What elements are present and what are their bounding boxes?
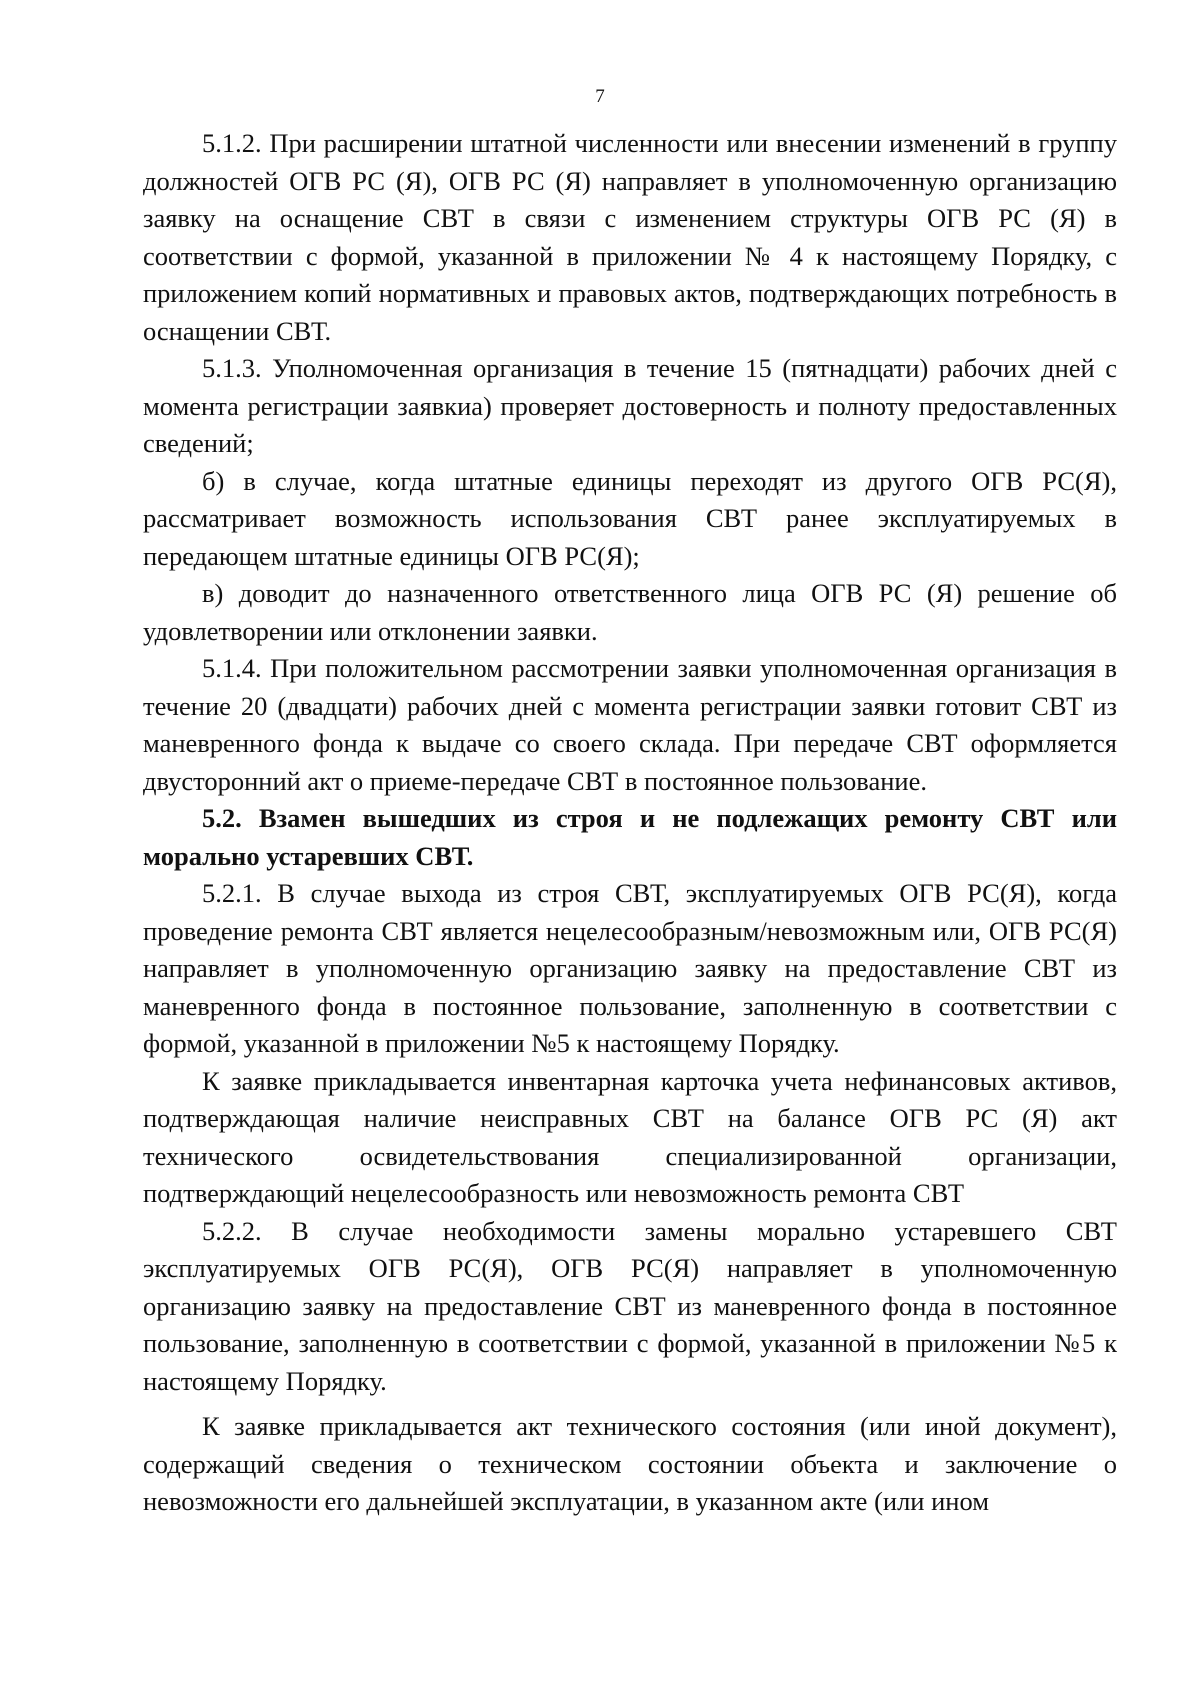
paragraph-item-v: в) доводит до назначенного ответственного лица ОГВ РС (Я) решение об удовлетворении или отклонении заявки. [143,578,1117,646]
paragraph-attachment-technical-act: К заявке прикладывается акт технического состояния (или иной документ), содержащий сведения о техническом состоянии объекта и заключение о невозможности его дальнейшей эксплуатации, в указанном акте (или ином [143,1411,1117,1516]
section-heading-5-2: 5.2. Взамен вышедших из строя и не подлежащих ремонту СВТ или морально устаревших СВТ. [143,803,1117,871]
paragraph-item-b: б) в случае, когда штатные единицы переходят из другого ОГВ РС(Я), рассматривает возможность использования СВТ ранее эксплуатируемых в передающем штатные единицы ОГВ РС(Я); [143,465,1117,571]
paragraph-5-1-2: 5.1.2. При расширении штатной численности или внесении изменений в группу должностей ОГВ РС (Я), ОГВ РС (Я) направляет в уполномоченную организацию заявку на оснащение СВТ в связи с изменением структуры ОГВ РС (Я) в соответствии с формой, указанной в приложении № 4 к настоящему Порядку, с приложением копий нормативных и правовых актов, подтверждающих потребность в оснащении СВТ. [143,128,1117,346]
page-number: 7 [595,86,605,107]
paragraph-5-1-4: 5.1.4. При положительном рассмотрении заявки уполномоченная организация в течение 20 (двадцати) рабочих дней с момента регистрации заявки готовит СВТ из маневренного фонда к выдаче со своего склада. При передаче СВТ оформляется двусторонний акт о приеме-передаче СВТ в постоянное пользование. [143,653,1117,796]
paragraph-5-2-1: 5.2.1. В случае выхода из строя СВТ, эксплуатируемых ОГВ РС(Я), когда проведение ремонта СВТ является нецелесообразным/невозможным или, ОГВ РС(Я) направляет в уполномоченную организацию заявку на предоставление СВТ из маневренного фонда в постоянное пользование, заполненную в соответствии с формой, указанной в приложении №5 к настоящему Порядку. [143,878,1117,1058]
paragraph-5-2-2: 5.2.2. В случае необходимости замены морально устаревшего СВТ эксплуатируемых ОГВ РС(Я), ОГВ РС(Я) направляет в уполномоченную организацию заявку на предоставление СВТ из маневренного фонда в постоянное пользование, заполненную в соответствии с формой, указанной в приложении №5 к настоящему Порядку. [143,1215,1117,1396]
paragraph-5-1-3: 5.1.3. Уполномоченная организация в течение 15 (пятнадцати) рабочих дней с момента регистрации заявкиа) проверяет достоверность и полноту предоставленных сведений; [143,353,1117,458]
document-body [143,125,1117,1521]
paragraph-attachment-inventory-card: К заявке прикладывается инвентарная карточка учета нефинансовых активов, подтверждающая наличие неисправных СВТ на балансе ОГВ РС (Я) акт технического освидетельствования специализированной организации, подтверждающий нецелесообразность или невозможность ремонта СВТ [143,1065,1117,1208]
